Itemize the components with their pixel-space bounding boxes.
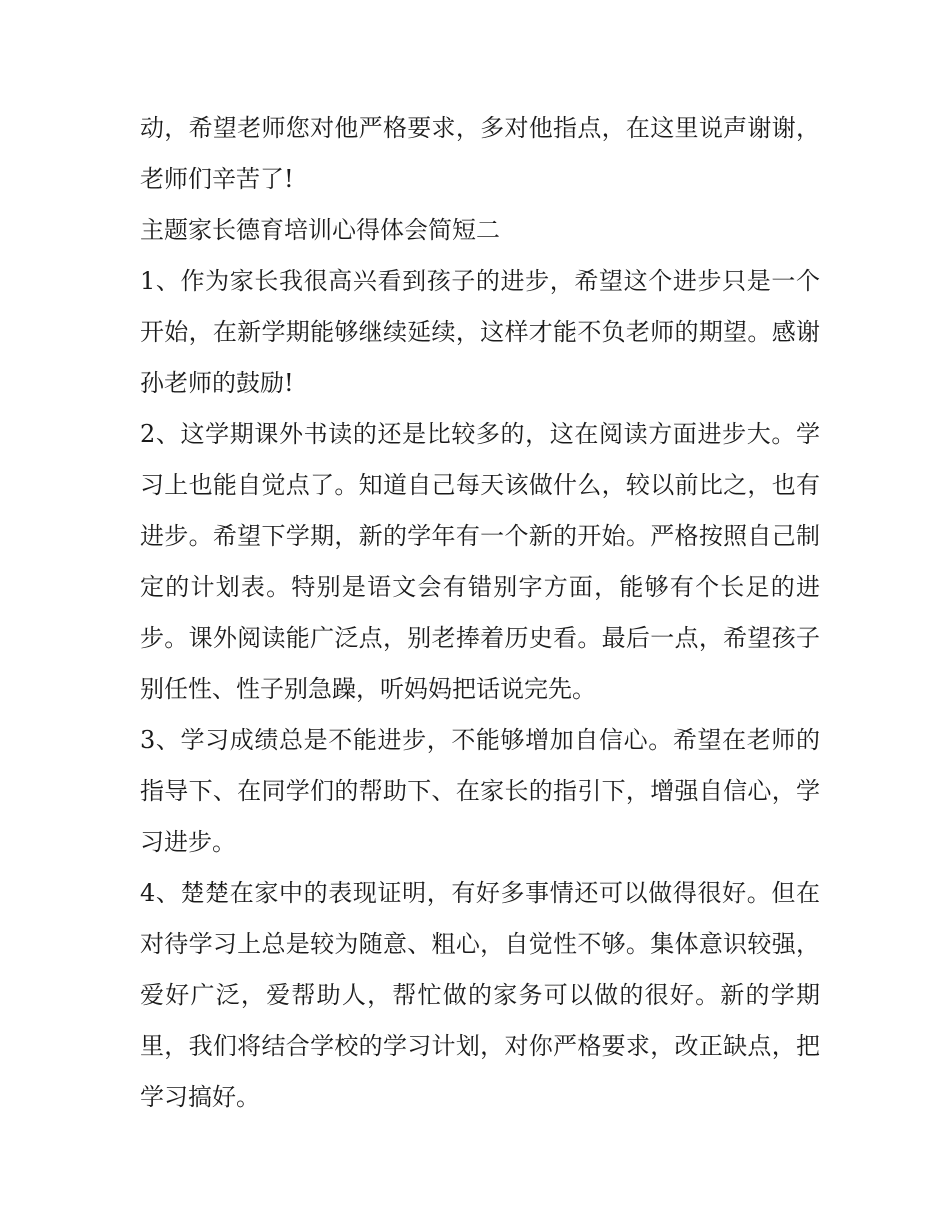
document-body bbox=[140, 103, 820, 1123]
section-heading: 主题家长德育培训心得体会简短二 bbox=[140, 216, 500, 244]
paragraph-item-4: 4、楚楚在家中的表现证明，有好多事情还可以做得很好。但在对待学习上总是较为随意、粗心，自觉性不够。集体意识较强，爱好广泛，爱帮助人，帮忙做的家务可以做的很好。新的学期里，我们将结合学校的学习计划，对你严格要求，改正缺点，把学习搞好。 bbox=[140, 879, 820, 1111]
paragraph-item-1: 1、作为家长我很高兴看到孩子的进步，希望这个进步只是一个开始，在新学期能够继续延续，这样才能不负老师的期望。感谢孙老师的鼓励! bbox=[140, 267, 820, 397]
paragraph-item-2: 2、这学期课外书读的还是比较多的，这在阅读方面进步大。学习上也能自觉点了。知道自己每天该做什么，较以前比之，也有进步。希望下学期，新的学年有一个新的开始。严格按照自己制定的计划表。特别是语文会有错别字方面，能够有个长足的进步。课外阅读能广泛点，别老捧着历史看。最后一点，希望孩子别任性、性子别急躁，听妈妈把话说完先。 bbox=[140, 420, 820, 703]
paragraph-item-3: 3、学习成绩总是不能进步，不能够增加自信心。希望在老师的指导下、在同学们的帮助下、在家长的指引下，增强自信心，学习进步。 bbox=[140, 726, 820, 856]
paragraph-continuation: 动，希望老师您对他严格要求，多对他指点，在这里说声谢谢，老师们辛苦了! bbox=[140, 114, 820, 193]
